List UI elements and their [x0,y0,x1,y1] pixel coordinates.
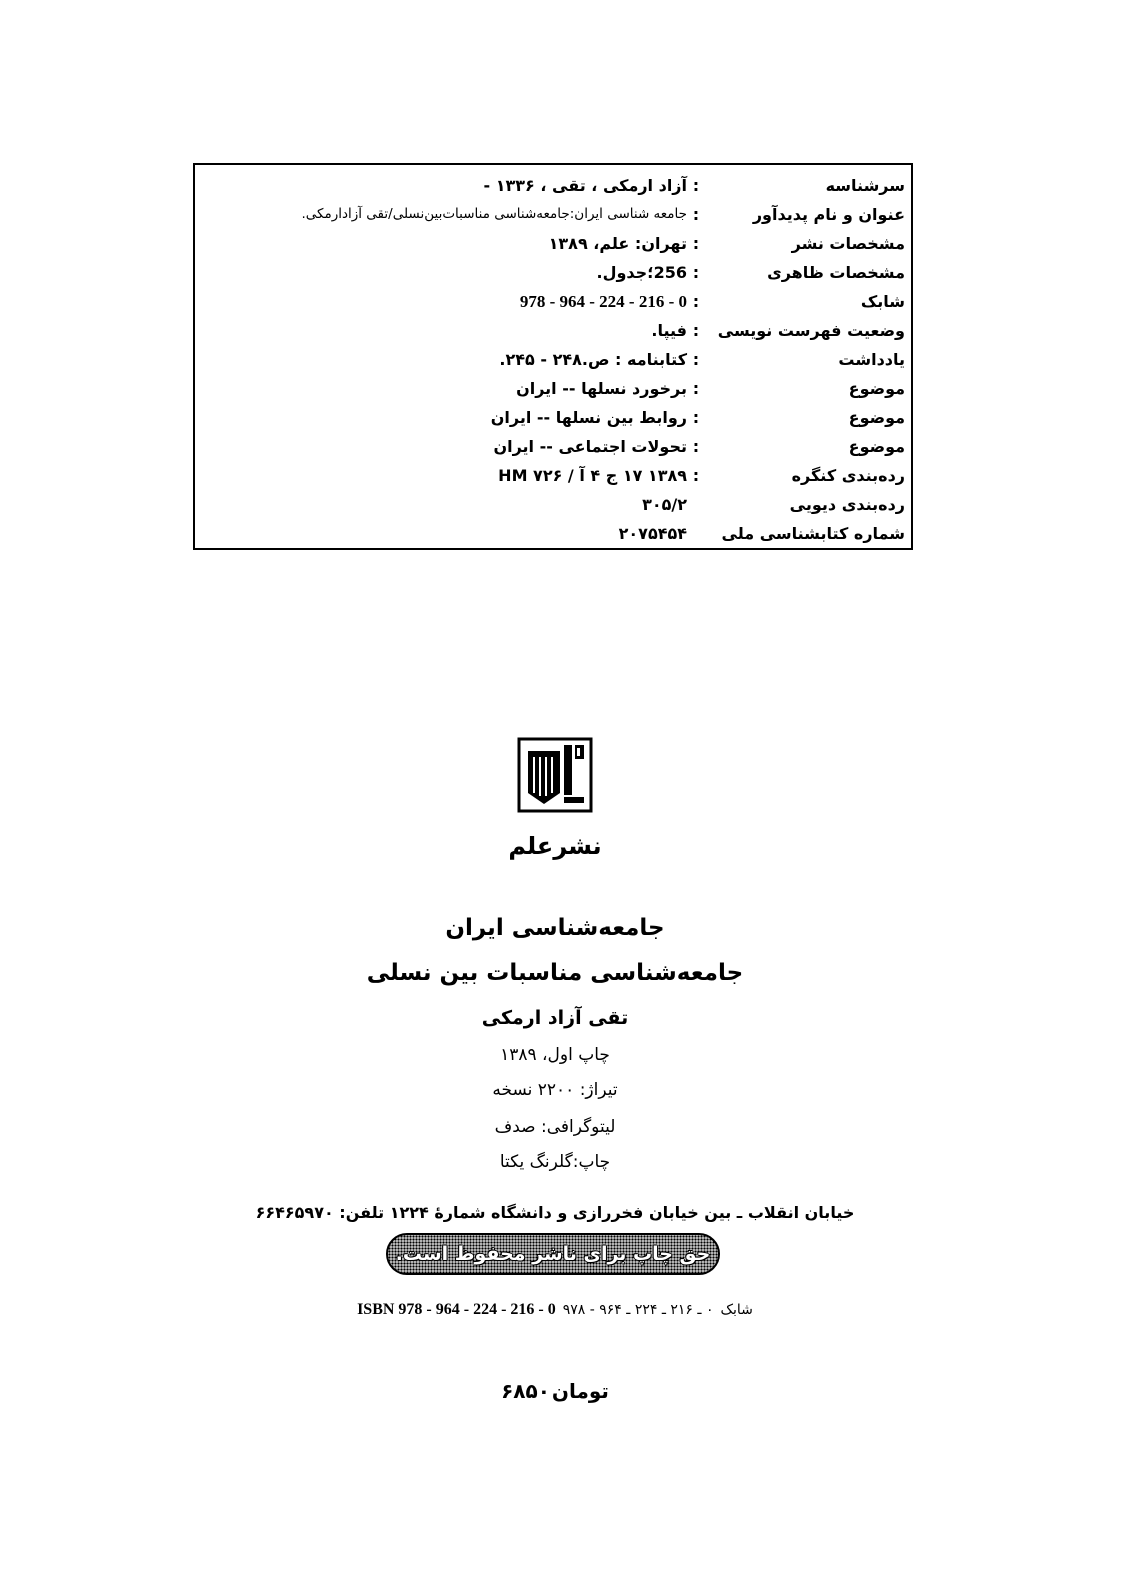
catalog-row-national-bibliography-number [195,519,911,548]
price-currency: تومان [551,1379,609,1403]
catalog-value: ۲۰۷۵۴۵۴ [618,524,687,543]
catalog-value: تهران: علم، ۱۳۸۹ [548,234,687,253]
catalog-separator: : [692,408,700,427]
catalog-separator: : [692,263,700,282]
catalog-value: 978 - 964 - 224 - 216 - 0 [519,292,687,311]
catalog-label: یادداشت [838,350,905,369]
catalog-label: موضوع [848,379,905,398]
catalog-row-title-statement [195,200,911,229]
catalog-label: شابک [860,292,905,311]
catalog-label: موضوع [848,408,905,427]
catalog-value: آزاد ارمکی ، تقی ، ۱۳۳۶ - [483,176,687,195]
cataloging-in-publication-box [193,163,913,550]
catalog-value: فیپا. [651,321,687,340]
isbn-label: شابک [720,1302,753,1318]
book-title: جامعه‌شناسی مناسبات بین نسلی [366,960,744,986]
catalog-separator: : [692,321,700,340]
isbn-line [0,1296,1110,1324]
catalog-separator: : [692,205,700,224]
catalog-row-physical-description [195,258,911,287]
catalog-value: تحولات اجتماعی -- ایران [493,437,687,456]
author-name: تقی آزاد ارمکی [481,1007,629,1029]
catalog-separator: : [692,292,700,311]
catalog-separator: : [692,437,700,456]
catalog-row-subject [195,374,911,403]
catalog-separator: : [692,350,700,369]
catalog-value: برخورد نسلها -- ایران [516,379,687,398]
catalog-row-main-entry [195,171,911,200]
printing-credit: چاپ:گلرنگ یکتا [499,1152,611,1172]
catalog-separator [691,519,701,548]
catalog-label: سرشناسه [825,176,905,195]
catalog-value: ۳۰۵/۲ [642,495,687,514]
catalog-value: HM ۷۲۶ / آ ۴ ج ۱۷ ۱۳۸۹ [498,466,687,485]
isbn-persian: ۹۷۸ - ۹۶۴ ـ ۲۲۴ ـ ۲۱۶ ـ ۰ [562,1302,714,1318]
catalog-label: موضوع [848,437,905,456]
catalog-value: 256؛جدول. [596,263,687,282]
catalog-separator: : [692,379,700,398]
lithography-credit: لیتوگرافی: صدف [494,1117,616,1137]
catalog-value: کتابنامه : ص.۲۴۸ - ۲۴۵. [499,350,687,369]
publisher-wordmark: نشرعلم [508,832,602,860]
publisher-emblem-icon [517,737,593,813]
catalog-label: وضعیت فهرست نویسی [717,321,905,340]
catalog-separator [691,490,701,519]
catalog-separator: : [692,466,700,485]
catalog-value: جامعه شناسی ایران:جامعه‌شناسی مناسبات‌بین‌نسلی/تقی آزادارمکی. [301,206,687,222]
copyright-notice: حق چاپ برای ناشر محفوظ است. [386,1233,720,1275]
edition-statement: چاپ اول، ۱۳۸۹ [500,1045,610,1065]
catalog-row-isbn [195,287,911,316]
catalog-label: مشخصات ظاهری [767,263,905,282]
catalog-label: شماره کتابشناسی ملی [721,524,905,543]
price-amount: ۶۸۵۰ [501,1379,550,1403]
catalog-label: رده‌بندی دیویی [789,495,905,514]
catalog-label: عنوان و نام پدیدآور [752,205,905,224]
catalog-label: رده‌بندی کنگره [791,466,905,485]
print-run: تیراژ: ۲۲۰۰ نسخه [492,1080,618,1100]
catalog-separator: : [692,176,700,195]
catalog-row-dewey-classification [195,490,911,519]
price [0,1374,1110,1408]
catalog-row-cataloging-status [195,316,911,345]
catalog-row-subject [195,432,911,461]
series-title: جامعه‌شناسی ایران [445,915,665,941]
catalog-row-note [195,345,911,374]
catalog-row-lc-classification [195,461,911,490]
catalog-separator: : [692,234,700,253]
catalog-row-subject [195,403,911,432]
catalog-value: روابط بین نسلها -- ایران [490,408,687,427]
catalog-label: مشخصات نشر [791,234,905,253]
publisher-address: خیابان انقلاب ـ بین خیابان فخررازی و دانشگاه شمارهٔ ۱۲۲۴ تلفن: ۶۶۴۶۵۹۷۰ [255,1203,855,1222]
isbn-latin: ISBN 978 - 964 - 224 - 216 - 0 [357,1301,556,1318]
catalog-row-publication [195,229,911,258]
